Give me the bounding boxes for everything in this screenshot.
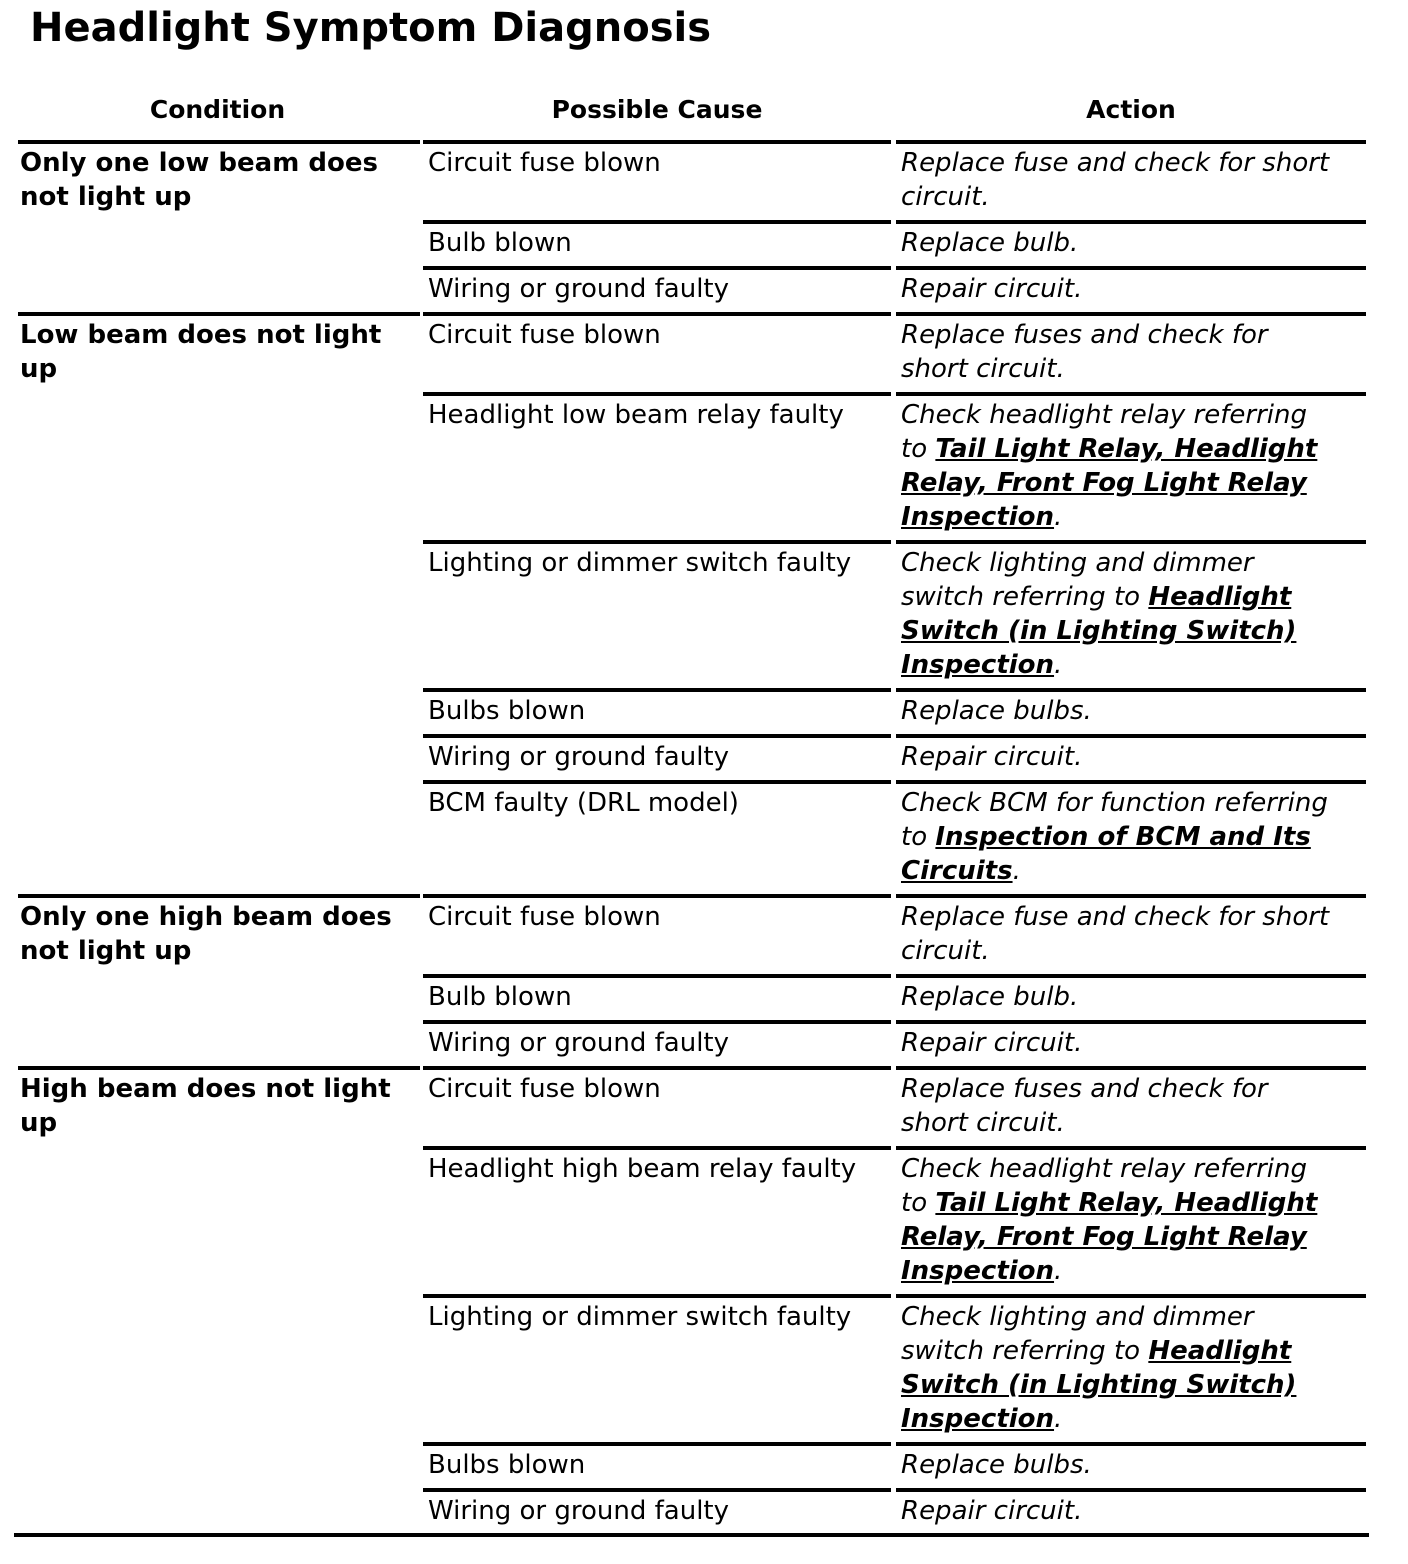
action-line: Repair circuit. [901, 742, 1083, 772]
row-divider [896, 688, 1366, 692]
action-text [901, 820, 1363, 854]
row-divider [896, 220, 1366, 224]
cause-text [428, 1152, 890, 1186]
condition-text [20, 318, 415, 352]
row-divider [896, 1294, 1366, 1298]
action-line: short circuit. [901, 1108, 1065, 1138]
action-text [901, 900, 1363, 934]
action-text [901, 180, 1363, 214]
cause-label: Wiring or ground faulty [428, 1028, 730, 1058]
condition-text [20, 1072, 415, 1106]
reference-link[interactable]: Switch (in Lighting Switch) [901, 616, 1297, 646]
action-text [901, 1402, 1363, 1436]
row-divider [896, 392, 1366, 396]
reference-link[interactable]: Inspection [901, 502, 1055, 532]
cause-label: Bulbs blown [428, 1450, 586, 1480]
condition-text [20, 900, 415, 934]
cause-text [428, 1448, 890, 1482]
action-text [901, 226, 1363, 260]
action-text [901, 1494, 1363, 1528]
row-divider [896, 894, 1366, 898]
cause-text [428, 1026, 890, 1060]
action-line: switch referring to [901, 582, 1149, 612]
action-text [901, 466, 1363, 500]
row-divider [423, 1294, 891, 1298]
action-text [901, 1220, 1363, 1254]
reference-link[interactable]: Relay, Front Fog Light Relay [901, 1222, 1307, 1252]
condition-line: Low beam does not light [20, 320, 382, 350]
cause-text [428, 786, 890, 820]
cause-text [428, 398, 890, 432]
action-text [901, 500, 1363, 534]
action-line: to [901, 822, 936, 852]
row-divider [423, 780, 891, 784]
action-text [901, 272, 1363, 306]
condition-text [20, 934, 415, 968]
action-line: to [901, 1188, 936, 1218]
cause-label: Headlight high beam relay faulty [428, 1154, 857, 1184]
action-text [901, 1254, 1363, 1288]
column-header-condition: Condition [149, 95, 286, 124]
row-divider [423, 688, 891, 692]
action-line: . [1054, 650, 1063, 680]
cause-text [428, 546, 890, 580]
action-line: Check headlight relay referring [901, 400, 1307, 430]
action-line: . [1054, 502, 1063, 532]
action-line: Check lighting and dimmer [901, 1302, 1254, 1332]
row-divider [423, 220, 891, 224]
action-line: Check lighting and dimmer [901, 548, 1254, 578]
cause-label: Lighting or dimmer switch faulty [428, 548, 852, 578]
action-line: circuit. [901, 936, 990, 966]
row-divider [423, 140, 891, 144]
action-text [901, 786, 1363, 820]
action-line: to [901, 434, 936, 464]
action-text [901, 980, 1363, 1014]
action-line: Replace bulbs. [901, 696, 1092, 726]
action-text [901, 1448, 1363, 1482]
reference-link[interactable]: Tail Light Relay, Headlight [935, 1188, 1318, 1218]
row-divider [896, 312, 1366, 316]
condition-line: Only one low beam does [20, 148, 378, 178]
row-divider [423, 540, 891, 544]
action-line: Repair circuit. [901, 1028, 1083, 1058]
column-header-cause: Possible Cause [551, 95, 763, 124]
row-divider [896, 1488, 1366, 1492]
cause-label: Circuit fuse blown [428, 320, 661, 350]
action-text [901, 854, 1363, 888]
row-divider [896, 1066, 1366, 1070]
action-line: . [1012, 856, 1021, 886]
action-text [901, 1334, 1363, 1368]
action-text [901, 740, 1363, 774]
condition-line: Only one high beam does [20, 902, 392, 932]
action-line: Replace fuse and check for short [901, 902, 1330, 932]
row-divider [18, 1066, 420, 1070]
action-text [901, 1106, 1363, 1140]
cause-text [428, 1494, 890, 1528]
row-divider [423, 1488, 891, 1492]
action-line: Replace bulb. [901, 228, 1079, 258]
row-divider [423, 734, 891, 738]
cause-label: Bulb blown [428, 228, 572, 258]
cause-text [428, 226, 890, 260]
condition-line: High beam does not light [20, 1074, 391, 1104]
action-line: switch referring to [901, 1336, 1149, 1366]
condition-text [20, 180, 415, 214]
action-text [901, 694, 1363, 728]
row-divider [18, 140, 420, 144]
cause-label: Bulbs blown [428, 696, 586, 726]
row-divider [896, 974, 1366, 978]
action-text [901, 1026, 1363, 1060]
reference-link[interactable]: Circuits [901, 856, 1013, 886]
condition-text [20, 352, 415, 386]
action-text [901, 1152, 1363, 1186]
cause-label: Wiring or ground faulty [428, 1496, 730, 1526]
action-text [901, 1368, 1363, 1402]
action-line: . [1054, 1404, 1063, 1434]
page-title: Headlight Symptom Diagnosis [30, 5, 712, 51]
action-text [901, 934, 1363, 968]
cause-label: BCM faulty (DRL model) [428, 788, 739, 818]
reference-link[interactable]: Inspection [901, 650, 1055, 680]
action-text [901, 580, 1363, 614]
cause-label: Circuit fuse blown [428, 1074, 661, 1104]
column-header-action: Action [1086, 95, 1176, 124]
action-text [901, 614, 1363, 648]
cause-label: Wiring or ground faulty [428, 274, 730, 304]
cause-text [428, 1300, 890, 1334]
action-text [901, 432, 1363, 466]
cause-label: Bulb blown [428, 982, 572, 1012]
cause-label: Circuit fuse blown [428, 902, 661, 932]
row-divider [18, 312, 420, 316]
action-text [901, 352, 1363, 386]
action-text [901, 1300, 1363, 1334]
action-text [901, 318, 1363, 352]
action-text [901, 146, 1363, 180]
action-line: Replace bulbs. [901, 1450, 1092, 1480]
action-line: Check headlight relay referring [901, 1154, 1307, 1184]
cause-text [428, 318, 890, 352]
cause-text [428, 1072, 890, 1106]
cause-text [428, 740, 890, 774]
row-divider [896, 140, 1366, 144]
reference-link[interactable]: Inspection [901, 1256, 1055, 1286]
cause-text [428, 146, 890, 180]
row-divider [423, 392, 891, 396]
reference-link[interactable]: Relay, Front Fog Light Relay [901, 468, 1307, 498]
action-text [901, 1072, 1363, 1106]
cause-label: Headlight low beam relay faulty [428, 400, 844, 430]
action-line: . [1054, 1256, 1063, 1286]
cause-text [428, 694, 890, 728]
row-divider [896, 1442, 1366, 1446]
condition-line: up [20, 1108, 58, 1138]
action-line: short circuit. [901, 354, 1065, 384]
row-divider [896, 734, 1366, 738]
row-divider [18, 894, 420, 898]
row-divider [896, 266, 1366, 270]
row-divider [423, 894, 891, 898]
row-divider [896, 780, 1366, 784]
action-text [901, 1186, 1363, 1220]
table-bottom-rule [14, 1533, 1369, 1537]
cause-text [428, 272, 890, 306]
action-text [901, 546, 1363, 580]
cause-label: Lighting or dimmer switch faulty [428, 1302, 852, 1332]
row-divider [423, 312, 891, 316]
action-text [901, 398, 1363, 432]
reference-link[interactable]: Inspection of BCM and Its [935, 822, 1311, 852]
row-divider [423, 974, 891, 978]
action-line: Replace fuse and check for short [901, 148, 1330, 178]
reference-link[interactable]: Headlight [1148, 582, 1292, 612]
action-line: Repair circuit. [901, 274, 1083, 304]
condition-line: not light up [20, 182, 192, 212]
row-divider [423, 1020, 891, 1024]
reference-link[interactable]: Tail Light Relay, Headlight [935, 434, 1318, 464]
action-text [901, 648, 1363, 682]
action-line: Repair circuit. [901, 1496, 1083, 1526]
cause-text [428, 900, 890, 934]
condition-text [20, 146, 415, 180]
condition-line: not light up [20, 936, 192, 966]
row-divider [896, 540, 1366, 544]
row-divider [423, 266, 891, 270]
condition-text [20, 1106, 415, 1140]
cause-text [428, 980, 890, 1014]
row-divider [423, 1442, 891, 1446]
row-divider [423, 1146, 891, 1150]
reference-link[interactable]: Switch (in Lighting Switch) [901, 1370, 1297, 1400]
condition-line: up [20, 354, 58, 384]
action-line: Replace fuses and check for [901, 1074, 1268, 1104]
action-line: Check BCM for function referring [901, 788, 1328, 818]
reference-link[interactable]: Headlight [1148, 1336, 1292, 1366]
action-line: circuit. [901, 182, 990, 212]
reference-link[interactable]: Inspection [901, 1404, 1055, 1434]
row-divider [423, 1066, 891, 1070]
cause-label: Circuit fuse blown [428, 148, 661, 178]
action-line: Replace fuses and check for [901, 320, 1268, 350]
action-line: Replace bulb. [901, 982, 1079, 1012]
row-divider [896, 1020, 1366, 1024]
row-divider [896, 1146, 1366, 1150]
cause-label: Wiring or ground faulty [428, 742, 730, 772]
